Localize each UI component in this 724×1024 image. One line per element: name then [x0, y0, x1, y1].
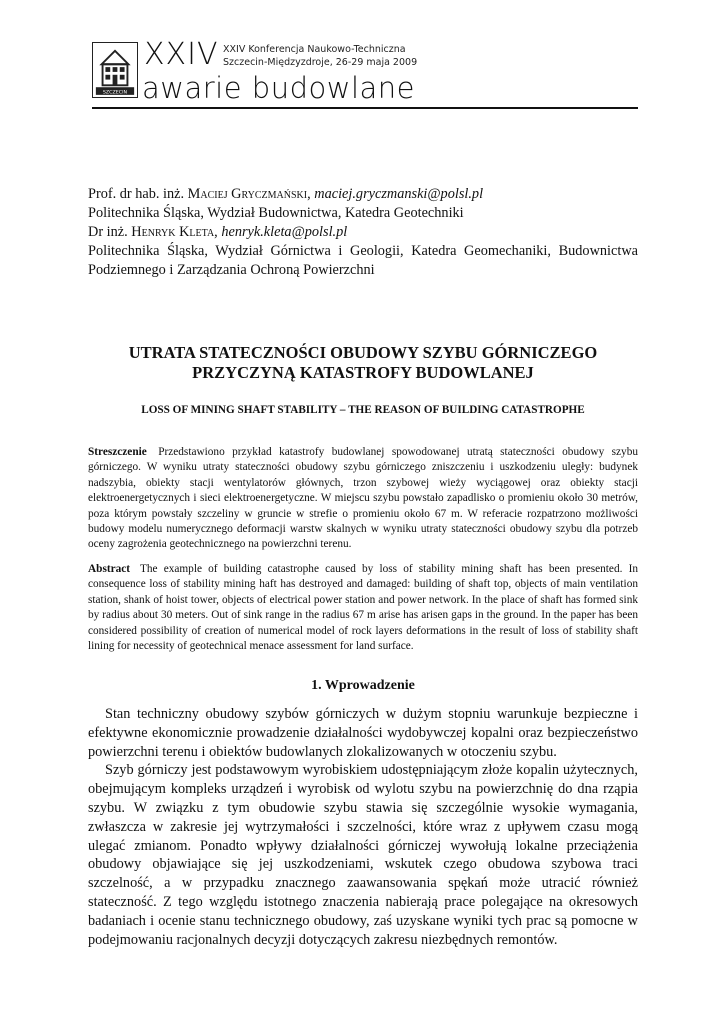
conference-name: awarie budowlane	[142, 71, 416, 105]
author-1-affiliation: Politechnika Śląska, Wydział Budownictwa, Katedra Geotechniki	[88, 205, 464, 221]
section-heading: 1. Wprowadzenie	[311, 678, 415, 693]
paper-title-line1: UTRATA STATECZNOŚCI OBUDOWY SZYBU GÓRNICZEGO	[128, 343, 598, 362]
body-paragraph-2: Szyb górniczy jest podstawowym wyrobiskiem udostępniającym złoże kopalin użytecznych, obejmującym kompleks urządzeń i wyrobisk od wylotu szybu na powierzchnię do dna rząpia szybu. W związku z tym obudowie szybu stawia się szczególnie wysokie wymagania, zwłaszcza w zakresie jej wytrzymałości i szczelności, które wraz z upływem czasu mogą ulegać zmianom. Ponadto wpływy działalności górniczej wywołują lokalne przeciążenia obudowy objawiające się jej uszkodzeniami, wskutek czego obudowa szybowa traci szczelność, a w przypadku znacznego zaawansowania spękań może utracić również stateczność. Z tego względu istotnego znaczenia nabierają prace polegające na okresowych badaniach i ocenie stanu technicznego obudowy, zaś uzyskane wyniki tych prac są pomocne w podejmowaniu racjonalnych decyzji dotyczących zakresu niezbędnych remontów.	[88, 762, 638, 948]
section-body	[88, 705, 638, 949]
abstract-polish	[88, 445, 638, 553]
author-1-first-rest: aciej	[200, 186, 228, 202]
paper-title-line2: PRZYCZYNĄ KATASTROFY BUDOWLANEJ	[192, 363, 534, 382]
conference-info	[223, 43, 417, 69]
author-2-first-rest: enryk	[141, 224, 176, 240]
author-1-last-initial: G	[227, 186, 242, 202]
author-2-last-initial: K	[175, 224, 190, 240]
abstract-english-label: Abstract	[88, 563, 131, 575]
author-2-affiliation: Politechnika Śląska, Wydział Górnictwa i Geologii, Katedra Geomechaniki, Budownictwa Podziemnego i Zarządzania Ochroną Powierzchni	[88, 243, 638, 278]
author-1-email[interactable]: maciej.gryczmanski@polsl.pl	[314, 186, 484, 202]
author-1: Prof. dr hab. inż. Maciej Gryczmański, maciej.gryczmanski@polsl.pl	[88, 186, 484, 202]
author-1-last-rest: ryczmański	[241, 186, 308, 202]
author-2-email[interactable]: henryk.kleta@polsl.pl	[221, 224, 348, 240]
author-2-last-rest: leta	[189, 224, 215, 240]
conference-header	[92, 37, 640, 108]
author-2-prefix: Dr inż. H	[88, 224, 142, 240]
abstract-polish-label: Streszczenie	[88, 446, 147, 458]
paper-title	[88, 343, 638, 383]
body-paragraph-1: Stan techniczny obudowy szybów górniczych w dużym stopniu warunkuje bezpieczne i efektywne ekonomicznie prowadzenie działalności wydobywczej kopalni oraz bezpieczeństwo powierzchni terenu i obiektów budowlanych zlokalizowanych w otoczeniu szybu.	[88, 706, 638, 760]
conference-number: XXIV	[144, 37, 219, 72]
author-2: Dr inż. Henryk Kleta, henryk.kleta@polsl.pl	[88, 224, 348, 240]
abstract-english-text: The example of building catastrophe caused by loss of stability mining shaft has been presented. In consequence loss of stability mining haft has destroyed and damaged: building of shaft top, objects of main ventilation station, shank of hoist tower, objects of electrical power station and power network. In the place of shaft has formed sink by radius about 30 meters. Out of sink range in the radius 67 m arise has arisen gaps in the ground. In the paper has been considered possibility of creation of numerical model of rock layers deformations in the result of loss of stability shaft lining for necessity of geotechnical menace assessment for land surface.	[88, 563, 638, 653]
abstract-polish-text: Przedstawiono przykład katastrofy budowlanej spowodowanej utratą stateczności obudowy szybu górniczego. W wyniku utraty stateczności obudowy szybu górniczego zniszczeniu i uszkodzeniu uległy: budynek nadszybia, obiekty stacji wentylatorów głównych, trzon szybowej wieży wyciągowej oraz obiekty stacji elektroenergetycznych i sieci elektroenergetyczne. W miejscu szybu powstało zapadlisko o promieniu około 30 metrów, poza którym powstały szczeliny w gruncie w strefie o promieniu około 67 m. W referacie rozpatrzono możliwości budowy modelu numerycznego deformacji warstw skalnych w wyniku utraty stateczności obudowy szybu dla potrzeb oceny zagrożenia geotechnicznego na powierzchni terenu.	[88, 446, 638, 551]
abstract-english	[88, 562, 638, 654]
paper-title-english: LOSS OF MINING SHAFT STABILITY – THE REASON OF BUILDING CATASTROPHE	[141, 404, 585, 416]
conference-logo	[92, 42, 138, 98]
author-1-prefix: Prof. dr hab. inż. M	[88, 186, 201, 202]
building-logo-icon	[93, 43, 137, 97]
logo-text: SZCZECIN	[102, 90, 128, 96]
conference-line1: XXIV Konferencja Naukowo-Techniczna	[223, 44, 406, 55]
authors-block	[88, 185, 638, 280]
header-divider	[92, 107, 638, 109]
conference-line2: Szczecin-Międzyzdroje, 26-29 maja 2009	[223, 57, 418, 68]
